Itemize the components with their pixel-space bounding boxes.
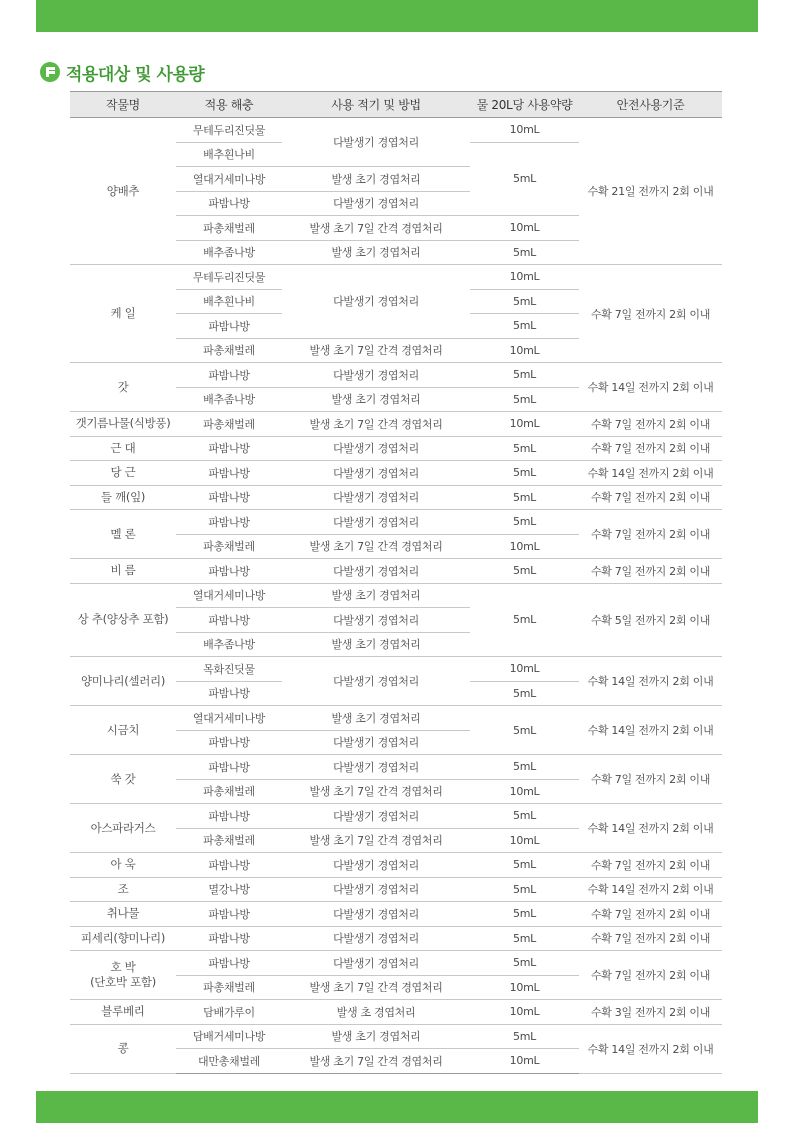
section-title: 적용대상 및 사용량 [66, 64, 205, 85]
dose-cell: 5mL [470, 387, 579, 412]
dose-cell: 5mL [470, 951, 579, 976]
method-cell: 발생 초기 7일 간격 경엽처리 [282, 412, 470, 437]
crop-name-cell: 갓 [70, 363, 176, 412]
table-header-row [70, 92, 722, 118]
table-row [70, 804, 722, 829]
method-cell: 다발생기 경엽처리 [282, 951, 470, 976]
pest-cell: 담배가루이 [176, 1000, 282, 1025]
pest-cell: 배추좀나방 [176, 387, 282, 412]
method-cell: 다발생기 경엽처리 [282, 363, 470, 388]
dose-cell: 5mL [470, 583, 579, 657]
pest-cell: 열대거세미나방 [176, 167, 282, 192]
crop-name-cell: 상 추(양상추 포함) [70, 583, 176, 657]
method-cell: 다발생기 경엽처리 [282, 118, 470, 167]
method-cell: 발생 초기 경엽처리 [282, 387, 470, 412]
method-cell: 발생 초기 7일 간격 경엽처리 [282, 779, 470, 804]
table-row [70, 706, 722, 731]
method-cell: 다발생기 경엽처리 [282, 853, 470, 878]
pest-cell: 열대거세미나방 [176, 706, 282, 731]
method-cell: 다발생기 경엽처리 [282, 559, 470, 584]
table-body [70, 118, 722, 1074]
dose-cell: 10mL [470, 118, 579, 143]
pest-cell: 파밤나방 [176, 314, 282, 339]
method-cell: 다발생기 경엽처리 [282, 877, 470, 902]
table-row [70, 1000, 722, 1025]
safety-cell: 수확 5일 전까지 2회 이내 [579, 583, 722, 657]
safety-cell: 수확 7일 전까지 2회 이내 [579, 926, 722, 951]
method-cell: 발생 초기 경엽처리 [282, 706, 470, 731]
crop-name-cell: 블루베리 [70, 1000, 176, 1025]
pest-cell: 배추좀나방 [176, 632, 282, 657]
crop-name-cell: 조 [70, 877, 176, 902]
safety-cell: 수확 7일 전까지 2회 이내 [579, 485, 722, 510]
dose-cell: 10mL [470, 1049, 579, 1074]
safety-cell: 수확 7일 전까지 2회 이내 [579, 510, 722, 559]
pest-cell: 담배거세미나방 [176, 1024, 282, 1049]
table-row [70, 436, 722, 461]
safety-cell: 수확 7일 전까지 2회 이내 [579, 755, 722, 804]
method-cell: 발생 초기 7일 간격 경엽처리 [282, 338, 470, 363]
crop-name-cell: 들 깨(잎) [70, 485, 176, 510]
pest-cell: 파총채벌레 [176, 412, 282, 437]
top-banner [36, 0, 758, 32]
header-dose: 물 20L당 사용약량 [470, 92, 579, 118]
safety-cell: 수확 21일 전까지 2회 이내 [579, 118, 722, 265]
table-row [70, 877, 722, 902]
crop-name-cell: 케 일 [70, 265, 176, 363]
method-cell: 다발생기 경엽처리 [282, 926, 470, 951]
pest-cell: 파밤나방 [176, 608, 282, 633]
dose-cell: 5mL [470, 902, 579, 927]
method-cell: 다발생기 경엽처리 [282, 485, 470, 510]
method-cell: 다발생기 경엽처리 [282, 657, 470, 706]
table-row [70, 1024, 722, 1049]
header-safety: 안전사용기준 [579, 92, 722, 118]
table-row [70, 265, 722, 290]
dose-cell: 10mL [470, 265, 579, 290]
method-cell: 다발생기 경엽처리 [282, 902, 470, 927]
table-row [70, 583, 722, 608]
pest-cell: 파밤나방 [176, 510, 282, 535]
pest-cell: 파밤나방 [176, 559, 282, 584]
table-row [70, 559, 722, 584]
crop-name-cell: 쑥 갓 [70, 755, 176, 804]
method-cell: 발생 초기 경엽처리 [282, 632, 470, 657]
pest-cell: 파밤나방 [176, 804, 282, 829]
pest-cell: 파밤나방 [176, 485, 282, 510]
dose-cell: 5mL [470, 240, 579, 265]
crop-name-cell: 아 욱 [70, 853, 176, 878]
pest-cell: 멸강나방 [176, 877, 282, 902]
safety-cell: 수확 14일 전까지 2회 이내 [579, 1024, 722, 1073]
table-row [70, 461, 722, 486]
safety-cell: 수확 7일 전까지 2회 이내 [579, 559, 722, 584]
crop-name-cell: 갯기름나물(식방풍) [70, 412, 176, 437]
pest-cell: 파밤나방 [176, 902, 282, 927]
dose-cell: 5mL [470, 461, 579, 486]
crop-name-cell: 당 근 [70, 461, 176, 486]
safety-cell: 수확 14일 전까지 2회 이내 [579, 706, 722, 755]
pest-cell: 파밤나방 [176, 853, 282, 878]
dose-cell: 10mL [470, 534, 579, 559]
dose-cell: 5mL [470, 485, 579, 510]
dose-cell: 10mL [470, 779, 579, 804]
pest-cell: 파총채벌레 [176, 338, 282, 363]
table-row [70, 363, 722, 388]
pest-cell: 배추흰나비 [176, 289, 282, 314]
method-cell: 발생 초기 경엽처리 [282, 583, 470, 608]
method-cell: 다발생기 경엽처리 [282, 804, 470, 829]
dose-cell: 5mL [470, 436, 579, 461]
crop-name-cell: 아스파라거스 [70, 804, 176, 853]
method-cell: 다발생기 경엽처리 [282, 265, 470, 339]
table-row [70, 926, 722, 951]
crop-name-cell: 시금치 [70, 706, 176, 755]
dose-cell: 10mL [470, 1000, 579, 1025]
safety-cell: 수확 3일 전까지 2회 이내 [579, 1000, 722, 1025]
dose-cell: 5mL [470, 706, 579, 755]
crop-name-cell: 비 름 [70, 559, 176, 584]
header-crop: 작물명 [70, 92, 176, 118]
table-row [70, 657, 722, 682]
method-cell: 다발생기 경엽처리 [282, 755, 470, 780]
pest-cell: 파밤나방 [176, 730, 282, 755]
safety-cell: 수확 7일 전까지 2회 이내 [579, 951, 722, 1000]
method-cell: 발생 초기 7일 간격 경엽처리 [282, 828, 470, 853]
leaf-logo-icon [40, 62, 60, 82]
crop-name-cell: 양배추 [70, 118, 176, 265]
pest-cell: 열대거세미나방 [176, 583, 282, 608]
pest-cell: 파밤나방 [176, 951, 282, 976]
pest-cell: 파밤나방 [176, 755, 282, 780]
pest-cell: 배추좀나방 [176, 240, 282, 265]
section-heading [40, 60, 204, 84]
method-cell: 발생 초기 7일 간격 경엽처리 [282, 216, 470, 241]
crop-name-cell: 취나물 [70, 902, 176, 927]
header-pest: 적용 해충 [176, 92, 282, 118]
method-cell: 다발생기 경엽처리 [282, 191, 470, 216]
pest-cell: 파총채벌레 [176, 975, 282, 1000]
method-cell: 발생 초기 경엽처리 [282, 167, 470, 192]
table-row [70, 118, 722, 143]
dose-cell: 5mL [470, 877, 579, 902]
dose-cell: 5mL [470, 755, 579, 780]
method-cell: 다발생기 경엽처리 [282, 510, 470, 535]
dose-cell: 10mL [470, 338, 579, 363]
method-cell: 발생 초기 경엽처리 [282, 240, 470, 265]
safety-cell: 수확 7일 전까지 2회 이내 [579, 265, 722, 363]
usage-table [70, 91, 722, 1074]
crop-name-cell: 양미나리(셀러리) [70, 657, 176, 706]
safety-cell: 수확 7일 전까지 2회 이내 [579, 853, 722, 878]
dose-cell: 5mL [470, 926, 579, 951]
pest-cell: 파밤나방 [176, 191, 282, 216]
safety-cell: 수확 7일 전까지 2회 이내 [579, 902, 722, 927]
pest-cell: 목화진딧물 [176, 657, 282, 682]
pest-cell: 파총채벌레 [176, 828, 282, 853]
table-row [70, 485, 722, 510]
table-row [70, 853, 722, 878]
pest-cell: 대만총채벌레 [176, 1049, 282, 1074]
method-cell: 발생 초기 7일 간격 경엽처리 [282, 975, 470, 1000]
table-row [70, 902, 722, 927]
crop-name-cell: 피세리(향미나리) [70, 926, 176, 951]
pest-cell: 파밤나방 [176, 681, 282, 706]
dose-cell: 5mL [470, 510, 579, 535]
crop-name-cell: 콩 [70, 1024, 176, 1073]
method-cell: 다발생기 경엽처리 [282, 608, 470, 633]
method-cell: 다발생기 경엽처리 [282, 436, 470, 461]
pest-cell: 배추흰나비 [176, 142, 282, 167]
method-cell: 발생 초 경엽처리 [282, 1000, 470, 1025]
crop-name-cell: 멜 론 [70, 510, 176, 559]
dose-cell: 5mL [470, 1024, 579, 1049]
crop-name-cell: 호 박 (단호박 포함) [70, 951, 176, 1000]
dose-cell: 10mL [470, 412, 579, 437]
dose-cell: 5mL [470, 289, 579, 314]
pest-cell: 파총채벌레 [176, 216, 282, 241]
pest-cell: 파총채벌레 [176, 779, 282, 804]
method-cell: 발생 초기 7일 간격 경엽처리 [282, 534, 470, 559]
method-cell: 발생 초기 7일 간격 경엽처리 [282, 1049, 470, 1074]
dose-cell: 5mL [470, 363, 579, 388]
method-cell: 발생 초기 경엽처리 [282, 1024, 470, 1049]
table-row [70, 755, 722, 780]
method-cell: 다발생기 경엽처리 [282, 730, 470, 755]
pest-cell: 파밤나방 [176, 461, 282, 486]
pest-cell: 파밤나방 [176, 436, 282, 461]
dose-cell: 5mL [470, 804, 579, 829]
table-row [70, 951, 722, 976]
header-method: 사용 적기 및 방법 [282, 92, 470, 118]
table-row [70, 412, 722, 437]
safety-cell: 수확 14일 전까지 2회 이내 [579, 877, 722, 902]
pest-cell: 파밤나방 [176, 363, 282, 388]
safety-cell: 수확 7일 전까지 2회 이내 [579, 412, 722, 437]
dose-cell: 5mL [470, 681, 579, 706]
table-row [70, 510, 722, 535]
pest-cell: 파밤나방 [176, 926, 282, 951]
pest-cell: 무테두리진딧물 [176, 118, 282, 143]
method-cell: 다발생기 경엽처리 [282, 461, 470, 486]
safety-cell: 수확 14일 전까지 2회 이내 [579, 657, 722, 706]
safety-cell: 수확 7일 전까지 2회 이내 [579, 436, 722, 461]
dose-cell: 5mL [470, 314, 579, 339]
dose-cell: 5mL [470, 853, 579, 878]
dose-cell: 10mL [470, 216, 579, 241]
safety-cell: 수확 14일 전까지 2회 이내 [579, 804, 722, 853]
dose-cell: 10mL [470, 975, 579, 1000]
crop-name-cell: 근 대 [70, 436, 176, 461]
pest-cell: 무테두리진딧물 [176, 265, 282, 290]
safety-cell: 수확 14일 전까지 2회 이내 [579, 363, 722, 412]
dose-cell: 10mL [470, 657, 579, 682]
dose-cell: 5mL [470, 559, 579, 584]
safety-cell: 수확 14일 전까지 2회 이내 [579, 461, 722, 486]
dose-cell: 10mL [470, 828, 579, 853]
dose-cell: 5mL [470, 142, 579, 216]
bottom-banner [36, 1091, 758, 1123]
pest-cell: 파총채벌레 [176, 534, 282, 559]
